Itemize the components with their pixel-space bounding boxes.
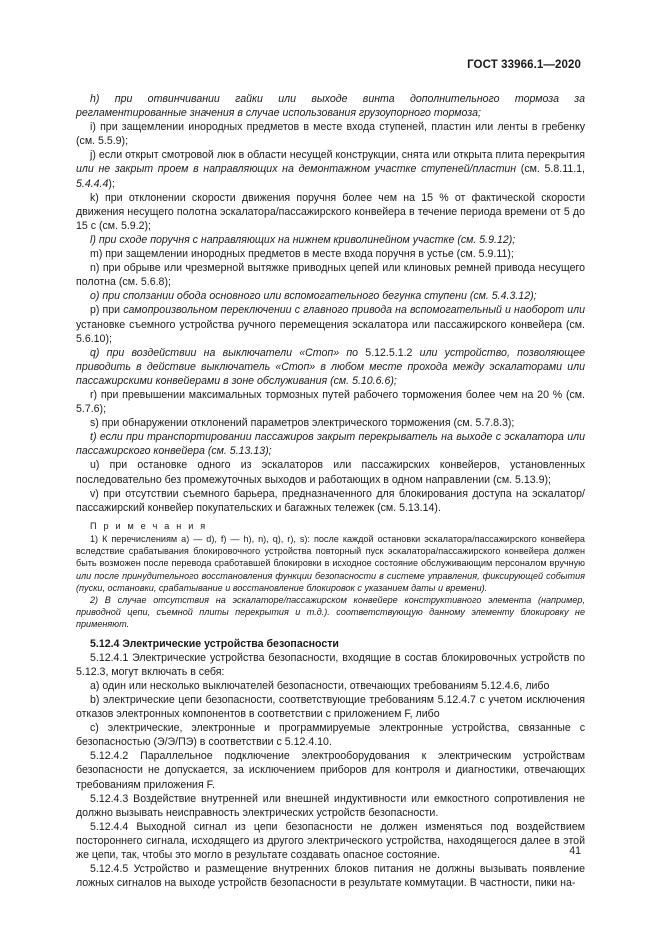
list-item bbox=[76, 346, 585, 388]
list-item bbox=[76, 430, 585, 458]
text: m) при защемлении инородных предметов в месте входа поручня в устье (см. 5.9.11); bbox=[90, 248, 514, 261]
notes-block bbox=[76, 520, 585, 631]
paragraph: 5.12.4.5 Устройство и размещение внутренних блоков питания не должны вызывать появление ложных сигналов на выходе устройств безопасности в результате коммутации. В частности, пики на- bbox=[76, 863, 585, 890]
notes-list bbox=[76, 533, 585, 631]
list-item bbox=[76, 148, 585, 190]
list-item bbox=[76, 261, 585, 289]
text: v) при отсутствии съемного барьера, предназначенного для блокирования доступа на эскалатор/пассажирский конвейер покупательских и багажных тележек (см. 5.13.14). bbox=[76, 487, 585, 514]
text: p) при bbox=[90, 304, 124, 317]
italic-text: o) при сползании обода основного или вспомогательного бегунка ступени (см. 5.4.3.12); bbox=[90, 290, 537, 303]
list-item bbox=[76, 233, 585, 247]
section-heading: 5.12.4 Электрические устройства безопасности bbox=[90, 637, 339, 650]
list-item bbox=[76, 388, 585, 416]
text: n) при обрыве или чрезмерной вытяжке приводных цепей или клиновых ремней привода несущего полотна (см. 5.6.8); bbox=[76, 262, 585, 289]
section-body bbox=[76, 651, 585, 891]
italic-text: или после принудительного восстановления функции безопасности в системе управления, фиксирующей события (пуски, остановки, срабатывание и восстановление блокировок с указанием даты и времени). bbox=[76, 570, 585, 593]
italic-text: или устройство, позволяющее приводить в действие выключатель «Стоп» в любом месте прохода между эскалаторами или пассажирскими конвейерами в зоне обслуживания (см. 5.10.6.6); bbox=[76, 346, 586, 387]
list-item bbox=[76, 120, 585, 148]
text: ); bbox=[108, 177, 115, 190]
italic-text: q) при воздействии на выключатели «Стоп» по bbox=[90, 346, 359, 359]
note-item bbox=[76, 533, 585, 594]
italic-text: самопроизвольном переключении с главного привода на вспомогательный и наоборот или bbox=[123, 304, 586, 317]
list-item bbox=[76, 303, 585, 345]
text: установке съемного устройства ручного перемещения эскалатора или пассажирского конвейера (см. 5.6.10); bbox=[76, 318, 585, 345]
document-id: ГОСТ 33966.1—2020 bbox=[467, 59, 581, 71]
list-item bbox=[76, 92, 585, 120]
text: 5.12.5.1.2 bbox=[358, 346, 420, 359]
note-item bbox=[76, 594, 585, 631]
text: u) при остановке одного из эскалаторов или пассажирских конвейеров, установленных последовательно без промежуточных выходов и работающих в одном направлении (см. 5.13.9); bbox=[76, 459, 585, 486]
list-item bbox=[76, 191, 585, 233]
italic-text: h) при отвинчивании гайки или выходе винта дополнительного тормоза за регламентированные значения в случае использования грузоупорного тормоза; bbox=[76, 93, 585, 120]
list-item bbox=[76, 416, 585, 430]
text: r) при превышении максимальных тормозных путей рабочего торможения более чем на 20 % (см. 5.7.6); bbox=[76, 388, 585, 416]
italic-text: l) при сходе поручня с направляющих на нижнем криволинейном участке (см. 5.9.12); bbox=[90, 233, 516, 246]
text: i) при защемлении инородных предметов в месте входа ступеней, пластин или ленты в гребенку (см. 5.5.9); bbox=[76, 121, 585, 148]
italic-text: 2) В случае отсутствия на эскалаторе/пассажирском конвейере конструктивного элемента (например, приводной цепи, съемной плиты перекрытия и т.д.). соответствующую данному элементу блокировку не применяют. bbox=[76, 595, 585, 630]
italic-text: или не закрыт проем в направляющих на демонтажном участке ступеней/пластин bbox=[76, 163, 517, 176]
paragraph: 5.12.4.4 Выходной сигнал из цепи безопасности не должен изменяться под воздействием постороннего сигнала, исходящего из другого электрического устройства, находящегося далее в этой же цепи, так, чтобы это могло в результате создавать опасное состояние. bbox=[76, 820, 585, 862]
text: s) при обнаружении отклонений параметров электрического торможения (см. 5.7.8.3); bbox=[90, 417, 515, 430]
text: 1) К перечислениям a) — d), f) — h), n), q), r), s): после каждой остановки эскалатора/пассажирского конвейера вследствие срабатывания блокировочного устройства повторный пуск эскалатора/пассажирского конвейера должен быть возможен после перевода сработавшей блокировки в исходное состояние обслуживающим персоналом вручную bbox=[76, 534, 585, 569]
enumeration-list bbox=[76, 92, 585, 515]
paragraph: c) электрические, электронные и программируемые электронные устройства, связанные с безопасностью (Э/Э/ПЭ) в соответствии с 5.12.4.10. bbox=[76, 722, 585, 749]
page-content bbox=[76, 92, 585, 890]
italic-text: 5.4.4.4 bbox=[76, 177, 109, 190]
paragraph: b) электрические цепи безопасности, соответствующие требованиям 5.12.4.7 с учетом исключения отказов электронных компонентов в соответствии с приложением F, либо bbox=[76, 694, 585, 721]
paragraph: 5.12.4.3 Воздействие внутренней или внешней индуктивности или емкостного сопротивления не должно вызывать неисправность электрических устройств безопасности. bbox=[76, 792, 585, 819]
paragraph: 5.12.4.1 Электрические устройства безопасности, входящие в состав блокировочных устройств по 5.12.3, могут включать в себя: bbox=[76, 651, 585, 678]
list-item bbox=[76, 289, 585, 303]
paragraph: a) один или несколько выключателей безопасности, отвечающих требованиям 5.12.4.6, либо bbox=[90, 679, 550, 692]
italic-text: t) если при транспортировании пассажиров закрыт перекрыватель на выходе с эскалатора или пассажирского конвейера (см. 5.13.13); bbox=[76, 431, 585, 458]
paragraph: 5.12.4.2 Параллельное подключение электрооборудования к электрическим устройствам безопасности не допускается, за исключением приборов для контроля и диагностики, отвечающих требованиям приложения F. bbox=[76, 750, 585, 791]
list-item bbox=[76, 487, 585, 515]
text: k) при отклонении скорости движения поручня более чем на 15 % от фактической скорости движения несущего полотна эскалатора/пассажирского конвейера в течение периода времени от 5 до 15 с (см. 5.9.2); bbox=[76, 191, 585, 232]
page-number: 41 bbox=[569, 845, 581, 857]
list-item bbox=[76, 458, 585, 486]
notes-title: П р и м е ч а н и я bbox=[90, 520, 208, 531]
text: (см. 5.8.11.1, bbox=[516, 163, 585, 176]
list-item bbox=[76, 247, 585, 261]
text: j) если открыт смотровой люк в области несущей конструкции, снята или открыта плита перекрытия bbox=[90, 149, 585, 162]
